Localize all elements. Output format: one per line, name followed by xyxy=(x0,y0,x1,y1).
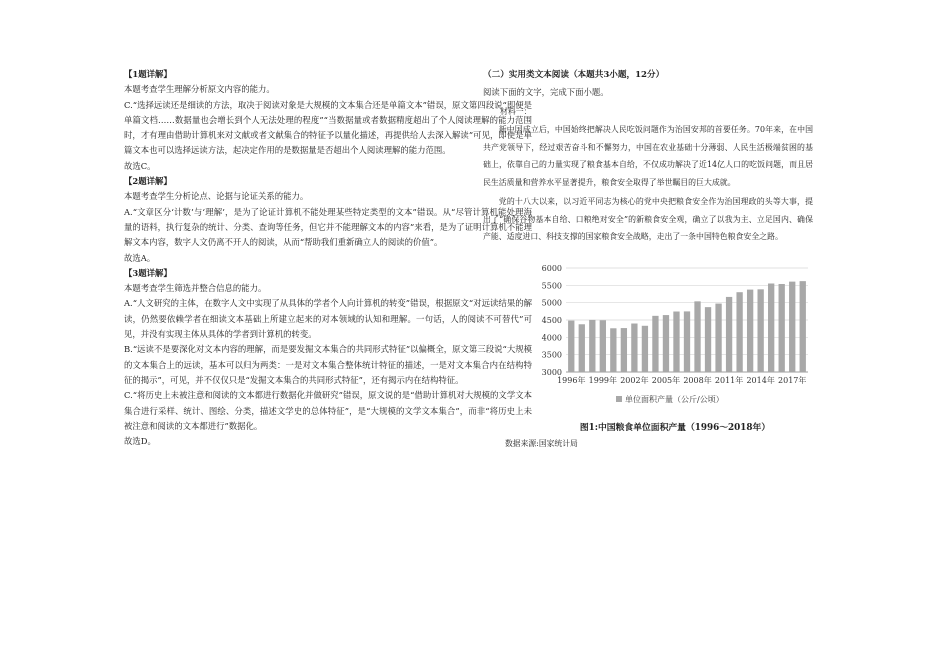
x-tick-label: 2005年 xyxy=(651,376,681,385)
x-tick-label: 2008年 xyxy=(683,376,712,385)
explanation-paragraph: 故选A。 xyxy=(124,252,156,263)
yield-bar-chart xyxy=(530,258,820,418)
bar xyxy=(715,304,721,372)
y-tick-label: 6000 xyxy=(541,264,562,273)
y-tick-label: 4500 xyxy=(541,316,562,325)
explanation-paragraph: 故选D。 xyxy=(124,436,156,447)
x-tick-label: 1996年 xyxy=(557,376,586,385)
legend-swatch xyxy=(616,396,622,402)
chart-caption: 图1:中国粮食单位面积产量（1996～2018年） xyxy=(579,423,771,433)
explanation-paragraph: C.“将历史上未被注意和阅读的文本都进行数据化并做研究”错误，原文说的是“借助计算机对大规模的文学文本集合进行采样、统计、图绘、分类，描述文学史的总体特征”，是“大规模的文学文本集合”，而非“将历史上未被注意和阅读的文本都进行”数据化。 xyxy=(124,390,532,431)
y-tick-label: 5000 xyxy=(541,298,562,308)
legend-label: 单位面积产量（公斤/公顷） xyxy=(625,395,724,404)
question-heading: 【2题详解】 xyxy=(124,176,172,187)
bar xyxy=(747,290,753,372)
explanation-paragraph: 本题考查学生筛选并整合信息的能力。 xyxy=(124,283,267,294)
bar xyxy=(600,320,606,372)
bar xyxy=(579,324,585,372)
bar xyxy=(694,301,700,372)
explanation-paragraph: B.“远读不是要深化对文本内容的理解，而是要发掘文本集合的共同形式特征”以偏概全，原文第三段说“大规模的文本集合上的远读，基本可以归为两类：一是对文本集合整体统计特征的描述，一是对文本集合内在结构特征的揭示”，可见，并不仅仅只是“发掘文本集合的共同形式特征”，还有揭示内在结构特征。 xyxy=(124,344,532,385)
bar xyxy=(736,292,742,372)
bar xyxy=(652,316,658,372)
bar xyxy=(663,315,669,372)
material-label: 材料一： xyxy=(500,107,532,116)
explanation-paragraph: C.“选择远读还是细读的方法，取决于阅读对象是大规模的文本集合还是单篇文本”错误，原文第四段说“即便是单篇文档……数据量也会增长到个人无法处理的程度”“当数据量或者数据精度超出了个人阅读理解的能力范围时，才有理由借助计算机来对文献或者文献集合的特征予以量化描述，再提供给人去深入解读”可见，即使是单篇文本也可以选择远读方法，起决定作用的是数据量是否超出个人阅读理解的能力范围。 xyxy=(124,99,532,156)
bar xyxy=(684,311,690,372)
explanation-paragraph: A.“文章区分‘计数’与‘理解’，是为了论证计算机不能处理某些特定类型的文本”错误。从“尽管计算机能处理海量的语料，执行复杂的统计、分类、查询等任务，但它并不能理解文本的内容”来看，是为了证明计算机不能理解文本内容，数字人文仍离不开人的阅读，从而“帮助我们重新确立人的阅读的价值”。 xyxy=(124,206,532,248)
question-heading: 【1题详解】 xyxy=(124,69,172,79)
explanation-paragraph: 故选C。 xyxy=(124,160,156,171)
y-tick-label: 4000 xyxy=(541,333,562,343)
material-paragraph-2: 党的十八大以来，以习近平同志为核心的党中央把粮食安全作为治国理政的头等大事，提出了“确保谷物基本自给、口粮绝对安全”的新粮食安全观，确立了以我为主、立足国内、确保产能、适度进口、科技支撑的国家粮食安全战略，走出了一条中国特色粮食安全之路。 xyxy=(483,197,813,241)
section-title: （二）实用类文本阅读（本题共3小题，12分） xyxy=(483,70,665,80)
x-tick-label: 2002年 xyxy=(620,376,649,385)
instruction: 阅读下面的文字，完成下面小题。 xyxy=(483,87,609,97)
bar xyxy=(768,283,774,372)
x-tick-label: 2017年 xyxy=(778,376,807,385)
bar xyxy=(568,321,574,372)
explanation-paragraph: 本题考查学生理解分析原文内容的能力。 xyxy=(124,84,275,95)
bar xyxy=(779,284,785,372)
bar xyxy=(589,320,595,372)
bar xyxy=(726,297,732,372)
y-tick-label: 3000 xyxy=(541,368,562,377)
x-tick-label: 1999年 xyxy=(588,376,618,385)
bar xyxy=(631,324,637,372)
bar xyxy=(757,289,763,372)
bar xyxy=(673,312,679,372)
y-tick-label: 3500 xyxy=(541,350,562,360)
x-tick-label: 2011年 xyxy=(714,376,744,385)
bar xyxy=(789,282,795,372)
x-tick-label: 2014年 xyxy=(746,376,775,385)
bar xyxy=(610,328,616,372)
left-column-text xyxy=(124,67,532,449)
data-source: 数据来源:国家统计局 xyxy=(505,439,578,448)
y-tick-label: 5500 xyxy=(541,281,562,291)
bar xyxy=(800,281,806,372)
bar xyxy=(705,307,711,372)
bar xyxy=(621,328,627,372)
explanation-paragraph: A.“人文研究的主体，在数字人文中实现了从具体的学者个人向计算机的转变”错误，根据原文“对远读结果的解读，仍然要依赖学者在细读文本基础上所建立起来的对本领域的认知和理解。一句话，人的阅读不可替代”可见，并没有实现主体从具体的学者到计算机的转变。 xyxy=(124,298,532,340)
explanation-paragraph: 本题考查学生分析论点、论据与论证关系的能力。 xyxy=(124,191,309,202)
material-paragraph-1: 新中国成立后，中国始终把解决人民吃饭问题作为治国安邦的首要任务。70年来，在中国共产党领导下，经过艰苦奋斗和不懈努力，中国在农业基础十分薄弱、人民生活极端贫困的基础上，依靠自己的力量实现了粮食基本自给，不仅成功解决了近14亿人口的吃饭问题，而且居民生活质量和营养水平显著提升，粮食安全取得了举世瞩目的巨大成就。 xyxy=(483,125,813,187)
question-heading: 【3题详解】 xyxy=(124,267,172,278)
bar xyxy=(642,326,648,372)
